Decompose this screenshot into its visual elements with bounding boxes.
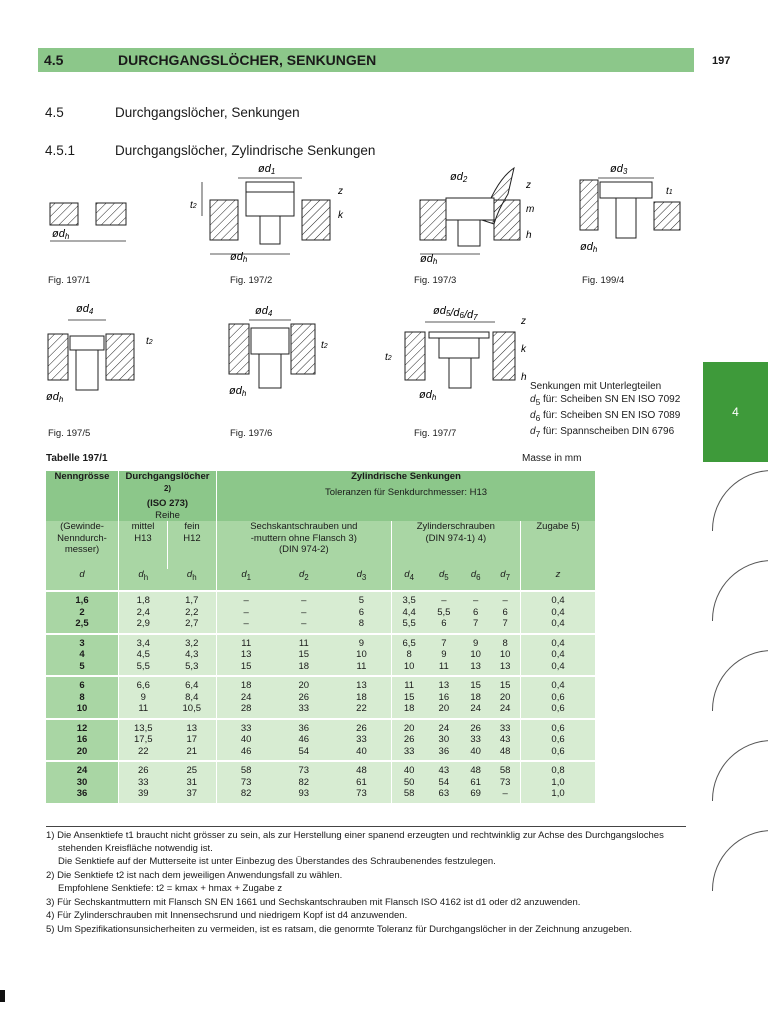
table-row-group — [46, 676, 595, 719]
svg-text:ød2: ød2 — [450, 171, 468, 184]
section-heading-4-5: 4.5 Durchgangslöcher, Senkungen — [45, 105, 300, 120]
figure-197-7 — [385, 300, 535, 410]
footnote-2b: Empfohlene Senktiefe: t2 = kmax + hmax + Zugabe z — [58, 883, 283, 894]
table-cell-d: 3 4 5 — [46, 634, 119, 677]
table-cell-d1: 18 24 28 — [217, 676, 276, 719]
symbol-cell: z — [521, 569, 595, 591]
table-cell-d7: – 6 7 — [490, 591, 520, 634]
symbol-cell: $d_h$ — [168, 569, 217, 591]
header-zugabe: Zugabe 5) — [536, 521, 580, 533]
symbol-cell: $d_3$ — [332, 569, 391, 591]
symbol-cell: $d_5$ — [427, 569, 461, 591]
figure-197-1 — [46, 195, 136, 260]
svg-text:k: k — [521, 344, 526, 355]
footnote-3: 3) Für Sechskantmuttern mit Flansch SN EN 1661 und Sechskantschrauben mit Flansch ISO 4162 ist d1 oder d2 anzuwenden. — [46, 896, 581, 908]
table-cell-d4: 6,5 8 10 — [391, 634, 426, 677]
svg-text:ød1: ød1 — [258, 163, 276, 176]
table-cell-z: 0,4 0,6 0,6 — [521, 676, 595, 719]
table-cell-z: 0,8 1,0 1,0 — [551, 765, 565, 800]
table-cell-fein: 13 17 21 — [168, 719, 217, 762]
svg-text:t1: t1 — [666, 186, 673, 197]
table-cell-d5: 13 16 20 — [427, 676, 461, 719]
chapter-title: DURCHGANGSLÖCHER, SENKUNGEN — [118, 52, 377, 68]
page-curl-decoration — [712, 560, 768, 621]
table-cell-d2: 36 46 54 — [275, 719, 332, 762]
svg-text:ødh: ødh — [420, 253, 438, 266]
table-cell-d1: 33 40 46 — [217, 719, 276, 762]
table-cell-d2: 73 82 93 — [298, 765, 310, 800]
symbol-cell: $d_6$ — [461, 569, 490, 591]
footnote-5: 5) Um Spezifikationsunsicherheiten zu vermeiden, ist es ratsam, die genormte Toleranz für Durchgangslöcher in der Zeichnung anzugeben. — [46, 923, 632, 935]
table-cell-d5: 7 9 11 — [427, 634, 461, 677]
table-cell-d6: – 6 7 — [461, 591, 490, 634]
table-cell-fein: 1,7 2,2 2,7 — [168, 591, 217, 634]
table-cell-d6: 26 33 40 — [461, 719, 490, 762]
svg-text:t2: t2 — [321, 340, 328, 351]
table-cell-d2: 20 26 33 — [275, 676, 332, 719]
symbol-cell: d — [46, 569, 119, 591]
countersink-table — [46, 471, 595, 803]
chapter-tab: 4 — [703, 362, 768, 462]
svg-text:z: z — [521, 316, 526, 327]
svg-text:ød3: ød3 — [610, 163, 628, 176]
svg-text:h: h — [521, 372, 527, 383]
table-cell-d4: 3,5 4,4 5,5 — [391, 591, 426, 634]
header-mittel: mittel H13 — [119, 521, 168, 569]
table-cell-d4: 40 50 58 — [403, 765, 415, 800]
table-cell-fein: 25 31 37 — [168, 761, 217, 803]
page-number: 197 — [712, 55, 731, 67]
section-heading-4-5-1: 4.5.1 Durchgangslöcher, Zylindrische Senkungen — [45, 143, 376, 158]
svg-text:ødh: ødh — [580, 241, 598, 254]
table-row-group — [46, 591, 595, 634]
table-cell-d3: 5 6 8 — [332, 591, 391, 634]
table-cell-mittel: 13,5 17,5 22 — [119, 719, 168, 762]
table-cell-z: 0,4 0,4 0,4 — [521, 634, 595, 677]
table-row-group — [46, 634, 595, 677]
table-cell-z: 0,4 0,4 0,4 — [521, 591, 595, 634]
figure-197-6 — [225, 300, 345, 410]
table-cell-mittel: 26 33 39 — [137, 765, 149, 800]
chapter-number: 4.5 — [44, 52, 64, 68]
table-cell-d4: 20 26 33 — [391, 719, 426, 762]
table-cell-d4: 11 15 18 — [391, 676, 426, 719]
binding-mark — [0, 990, 5, 1002]
table-cell-d5: 24 30 36 — [427, 719, 461, 762]
page-curl-decoration — [712, 740, 768, 801]
footnote-4: 4) Für Zylinderschrauben mit Innensechsrund und niedrigem Kopf ist d4 anzuwenden. — [46, 910, 408, 921]
caption-197-7: Fig. 197/7 — [414, 428, 457, 439]
caption-197-3: Fig. 197/3 — [414, 275, 457, 286]
footnote-1b: Die Senktiefe auf der Mutterseite ist unter Einbezug des Überstandes des Schraubenendes festzulegen. — [58, 856, 496, 867]
svg-text:ødh: ødh — [230, 251, 248, 264]
table-cell-d7: 33 43 48 — [490, 719, 520, 762]
figure-197-2 — [190, 160, 350, 270]
table-cell-d7: 15 20 24 — [490, 676, 520, 719]
page-curl-decoration — [712, 830, 768, 891]
svg-text:t2: t2 — [385, 352, 392, 363]
header-zylinderschrauben: Zylinderschrauben (DIN 974-1) 4) — [391, 521, 520, 569]
table-cell-d6: 48 61 69 — [470, 765, 481, 800]
svg-text:ødh: ødh — [46, 391, 64, 404]
footnote-2: 2) Die Senktiefe t2 ist nach dem jeweiligen Anwendungsfall zu wählen. — [46, 869, 343, 881]
table-cell-fein: 6,4 8,4 10,5 — [168, 676, 217, 719]
page-curl-decoration — [712, 650, 768, 711]
svg-text:t2: t2 — [190, 200, 197, 211]
table-cell-mittel: 1,8 2,4 2,9 — [119, 591, 168, 634]
washer-legend: Senkungen mit Unterlegteilen $d_5$ für: Scheiben SN EN ISO 7092 $d_6$ für: Scheiben SN EN ISO 7089 $d_7$ für: Spannscheiben DIN 6796 — [530, 381, 681, 439]
symbol-cell: $d_4$ — [391, 569, 426, 591]
table-cell-d1: – – – — [217, 591, 276, 634]
header-durchgangsloecher: Durchgangslöcher $^{2)}$ (ISO 273) Reihe — [119, 471, 217, 521]
figure-197-3 — [410, 160, 550, 270]
header-nenngroesse: Nenngrösse — [46, 471, 119, 521]
svg-text:z: z — [338, 186, 343, 197]
table-row-group — [46, 761, 595, 803]
table-cell-mittel: 3,4 4,5 5,5 — [119, 634, 168, 677]
symbol-cell: $d_1$ — [217, 569, 276, 591]
figure-197-5 — [46, 300, 166, 410]
table-cell-d3: 9 10 11 — [332, 634, 391, 677]
header-gewinde: (Gewinde- Nenndurch- messer) — [46, 521, 119, 569]
svg-text:ødh: ødh — [229, 385, 247, 398]
symbol-cell: $d_7$ — [490, 569, 520, 591]
svg-text:z: z — [526, 180, 531, 191]
table-cell-d6: 15 18 24 — [461, 676, 490, 719]
table-cell-d: 6 8 10 — [46, 676, 119, 719]
table-cell-d: 12 16 20 — [46, 719, 119, 762]
svg-text:t2: t2 — [146, 336, 153, 347]
caption-199-4: Fig. 199/4 — [582, 275, 625, 286]
table-cell-d: 1,6 2 2,5 — [46, 591, 119, 634]
table-cell-d3: 26 33 40 — [332, 719, 391, 762]
table-cell-fein: 3,2 4,3 5,3 — [168, 634, 217, 677]
table-cell-d2: – – – — [275, 591, 332, 634]
table-row-group — [46, 719, 595, 762]
footnote-rule — [46, 826, 686, 827]
footnotes — [46, 826, 696, 937]
svg-text:ødh: ødh — [52, 228, 70, 241]
svg-text:h: h — [526, 230, 532, 241]
svg-text:k: k — [338, 210, 343, 221]
svg-text:ød5/d6/d7: ød5/d6/d7 — [433, 305, 478, 322]
caption-197-1: Fig. 197/1 — [48, 275, 91, 286]
header-zylindrische-senkungen: Zylindrische Senkungen Toleranzen für Senkdurchmesser: H13 — [324, 471, 488, 498]
symbol-cell: $d_2$ — [275, 569, 332, 591]
table-cell-d6: 9 10 13 — [461, 634, 490, 677]
svg-text:ød4: ød4 — [255, 305, 273, 318]
figure-199-4 — [570, 160, 690, 260]
caption-197-5: Fig. 197/5 — [48, 428, 91, 439]
svg-text:ødh: ødh — [419, 389, 437, 402]
symbol-cell: $d_h$ — [119, 569, 168, 591]
chapter-header — [38, 48, 694, 72]
table-cell-d3: 48 61 73 — [332, 761, 391, 803]
footnote-1: 1) Die Ansenktiefe t1 braucht nicht grösser zu sein, als zur Herstellung einer spanend erzeugten und rechtwinklig zur Achse des Durchgangsloches stehenden Kreisfläche notwendig ist. — [46, 830, 664, 854]
table-cell-d7: 58 73 – — [490, 761, 520, 803]
table-cell-d3: 13 18 22 — [332, 676, 391, 719]
svg-text:m: m — [526, 204, 535, 215]
table-cell-d5: – 5,5 6 — [427, 591, 461, 634]
header-sechskant: Sechskantschrauben und -muttern ohne Flansch 3) (DIN 974-2) — [217, 521, 392, 569]
header-fein: fein H12 — [168, 521, 217, 569]
table-cell-d1: 58 73 82 — [240, 765, 252, 800]
table-cell-mittel: 6,6 9 11 — [119, 676, 168, 719]
table-cell-d1: 11 13 15 — [217, 634, 276, 677]
page-curl-decoration — [712, 470, 768, 531]
table-cell-d: 24 30 36 — [46, 761, 119, 803]
table-cell-z: 0,6 0,6 0,6 — [521, 719, 595, 762]
table-cell-d2: 11 15 18 — [275, 634, 332, 677]
table-cell-d5: 43 54 63 — [438, 765, 450, 800]
table-title: Tabelle 197/1 — [46, 453, 108, 464]
units-note: Masse in mm — [522, 453, 582, 464]
svg-text:ød4: ød4 — [76, 303, 94, 316]
caption-197-2: Fig. 197/2 — [230, 275, 273, 286]
table-cell-d7: 8 10 13 — [490, 634, 520, 677]
caption-197-6: Fig. 197/6 — [230, 428, 273, 439]
